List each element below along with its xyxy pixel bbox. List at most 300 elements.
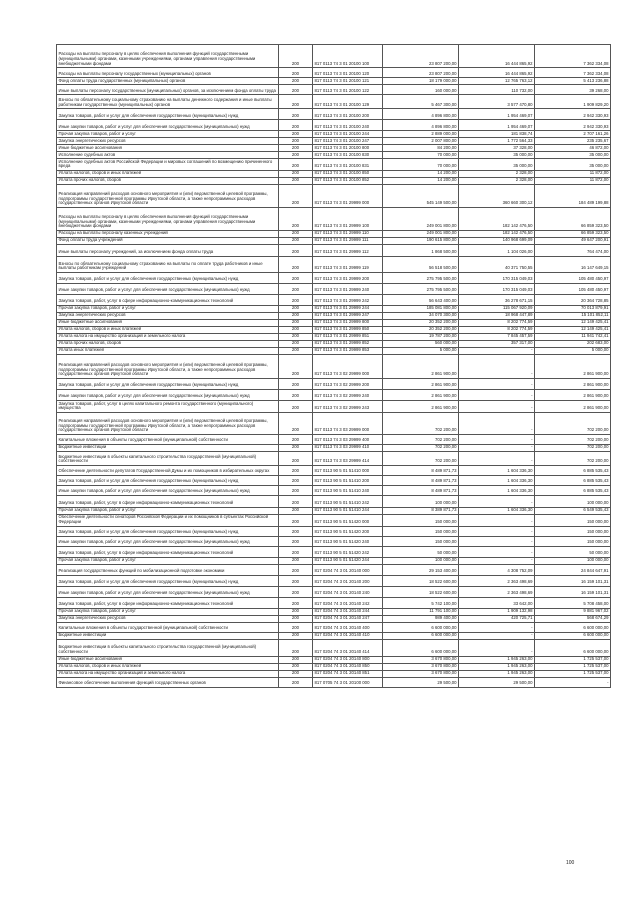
row-budget-code: 817 0113 74 3 02 29999 240: [313, 389, 383, 400]
row-code: 200: [279, 495, 313, 507]
row-executed: 37 328,00: [459, 145, 535, 152]
table-row: [57, 159, 611, 171]
row-code: 200: [279, 207, 313, 230]
row-budget-code: 817 0204 74 3 01 20140 247: [313, 615, 383, 622]
row-assigned: 19 787 200,00: [383, 333, 459, 340]
table-row: [57, 45, 611, 68]
row-remaining: 70 013 879,91: [535, 305, 611, 312]
table-row: [57, 400, 611, 412]
row-executed: 1 604 336,30: [459, 475, 535, 485]
row-code: 200: [279, 526, 313, 536]
row-code: 200: [279, 485, 313, 495]
table-row: [57, 244, 611, 256]
row-remaining: 66 859 323,50: [535, 207, 611, 230]
row-code: 200: [279, 536, 313, 546]
row-code: 200: [279, 465, 313, 475]
row-assigned: 275 795 500,00: [383, 272, 459, 283]
row-name: Бюджетные инвестиции: [57, 444, 279, 451]
row-assigned: 545 149 500,00: [383, 184, 459, 207]
row-assigned: 702 200,00: [383, 434, 459, 444]
row-assigned: 6 600 000,00: [383, 639, 459, 656]
row-assigned: 34 070 300,00: [383, 312, 459, 319]
row-executed: -: [459, 536, 535, 546]
row-remaining: 2 861 900,00: [535, 400, 611, 412]
row-executed: -: [459, 495, 535, 507]
row-executed: 7 845 457,59: [459, 333, 535, 340]
table-row: [57, 294, 611, 305]
row-budget-code: 817 0204 74 3 01 20140 800: [313, 656, 383, 663]
row-executed: 8 202 774,59: [459, 326, 535, 333]
row-executed: 33 642,00: [459, 597, 535, 608]
row-remaining: 150 000,00: [535, 536, 611, 546]
row-code: 200: [279, 109, 313, 120]
row-remaining: 702 200,00: [535, 451, 611, 465]
row-budget-code: 817 0113 90 5 01 51420 000: [313, 514, 383, 526]
row-name: Расходы на выплаты персоналу государственных (муниципальных) органов: [57, 68, 279, 78]
table-row: [57, 615, 611, 622]
row-executed: 40 371 750,55: [459, 256, 535, 272]
row-name: Капитальные вложения в объекты государственной (муниципальной) собственности: [57, 622, 279, 632]
row-code: 200: [279, 256, 313, 272]
row-code: 200: [279, 557, 313, 564]
table-row: [57, 340, 611, 347]
row-executed: 3 577 470,80: [459, 95, 535, 109]
row-assigned: 20 352 200,00: [383, 319, 459, 326]
table-row: [57, 632, 611, 639]
row-remaining: 150 000,00: [535, 514, 611, 526]
row-executed: -: [459, 412, 535, 434]
row-executed: 170 315 049,03: [459, 272, 535, 283]
table-row: [57, 272, 611, 283]
table-row: [57, 78, 611, 85]
row-name: Взносы по обязательному социальному страхованию на выплаты денежного содержания и иные выплаты работникам государственных (муниципальных) органов: [57, 95, 279, 109]
row-assigned: 185 081 800,00: [383, 305, 459, 312]
row-executed: -: [459, 451, 535, 465]
row-executed: 170 315 049,03: [459, 283, 535, 294]
row-remaining: 7 362 334,08: [535, 45, 611, 68]
row-code: 200: [279, 444, 313, 451]
row-assigned: 249 001 800,00: [383, 230, 459, 237]
row-remaining: 105 480 450,97: [535, 283, 611, 294]
row-assigned: 20 352 200,00: [383, 326, 459, 333]
row-name: Реализация направлений расходов основного мероприятия и (или) ведомственной целевой программы, подпрограммы государственной программы Иркутской области, а также непрограммных расходов государственных органов Иркутской области: [57, 184, 279, 207]
row-executed: 420 725,71: [459, 615, 535, 622]
row-code: 200: [279, 120, 313, 131]
row-name: Прочая закупка товаров, работ и услуг: [57, 131, 279, 138]
row-name: Уплата прочих налогов, сборов: [57, 340, 279, 347]
row-assigned: 6 600 000,00: [383, 622, 459, 632]
row-code: 200: [279, 608, 313, 615]
row-budget-code: 817 0113 74 3 01 29999 200: [313, 272, 383, 283]
row-budget-code: 817 0113 74 3 01 29999 240: [313, 283, 383, 294]
row-executed: 182 142 476,50: [459, 207, 535, 230]
row-assigned: 2 861 900,00: [383, 354, 459, 378]
row-code: 200: [279, 656, 313, 663]
row-assigned: 702 200,00: [383, 451, 459, 465]
row-remaining: 6 549 535,43: [535, 507, 611, 514]
row-assigned: 23 807 200,00: [383, 68, 459, 78]
row-assigned: 5 742 100,00: [383, 597, 459, 608]
table-row: [57, 85, 611, 95]
row-executed: 36 278 671,15: [459, 294, 535, 305]
row-code: 200: [279, 677, 313, 687]
row-assigned: 4 896 800,00: [383, 109, 459, 120]
table-row: [57, 677, 611, 687]
row-code: 200: [279, 95, 313, 109]
row-budget-code: 817 0204 74 3 01 20140 850: [313, 663, 383, 670]
table-row: [57, 526, 611, 536]
row-name: Реализация направлений расходов основного мероприятия и (или) ведомственной целевой программы, подпрограммы государственной программы Иркутской области, а также непрограммных расходов государственных органов Иркутской области: [57, 412, 279, 434]
table-row: [57, 465, 611, 475]
budget-execution-table: [56, 44, 611, 688]
row-name: Закупка товаров, работ и услуг для обеспечения государственных (муниципальных) нужд: [57, 526, 279, 536]
row-remaining: 1 725 537,00: [535, 656, 611, 663]
table-row: [57, 354, 611, 378]
row-remaining: 11 872,00: [535, 177, 611, 184]
row-executed: 1 604 336,30: [459, 465, 535, 475]
table-row: [57, 145, 611, 152]
row-remaining: 105 480 450,97: [535, 272, 611, 283]
row-code: 200: [279, 145, 313, 152]
row-name: Иные закупки товаров, работ и услуг для обеспечения государственных (муниципальных) нужд: [57, 586, 279, 597]
row-name: Иные закупки товаров, работ и услуг для обеспечения государственных (муниципальных) нужд: [57, 120, 279, 131]
row-name: Расходы на выплаты персоналу в целях обеспечения выполнения функций государственными (муниципальными) органами, казенными учреждениями, органами управления государственными внебюджетными фондами: [57, 45, 279, 68]
row-executed: -: [459, 526, 535, 536]
table-row: [57, 389, 611, 400]
row-code: 200: [279, 507, 313, 514]
table-row: [57, 378, 611, 389]
table-row: [57, 109, 611, 120]
row-name: Иные выплаты персоналу учреждений, за исключением фонда оплаты труда: [57, 244, 279, 256]
row-assigned: 1 868 500,00: [383, 244, 459, 256]
table-row: [57, 412, 611, 434]
table-row: [57, 670, 611, 677]
row-code: 200: [279, 663, 313, 670]
row-remaining: 46 872,00: [535, 145, 611, 152]
row-budget-code: 817 0113 74 3 01 29999 100: [313, 207, 383, 230]
table-row: [57, 485, 611, 495]
row-budget-code: 817 0113 74 3 01 29999 852: [313, 340, 383, 347]
row-remaining: 12 149 425,41: [535, 319, 611, 326]
row-executed: 181 838,74: [459, 131, 535, 138]
table-row: [57, 586, 611, 597]
row-assigned: 150 000,00: [383, 536, 459, 546]
row-budget-code: 817 0204 74 3 01 20140 240: [313, 586, 383, 597]
row-code: 200: [279, 615, 313, 622]
table-row: [57, 495, 611, 507]
row-remaining: 2 861 900,00: [535, 389, 611, 400]
row-executed: 35 000,00: [459, 159, 535, 171]
row-name: Обеспечение деятельности депутатов Государственной Думы и их помощников в избирательных округах: [57, 465, 279, 475]
table-row: [57, 326, 611, 333]
row-executed: -: [459, 444, 535, 451]
table-row: [57, 177, 611, 184]
row-budget-code: 817 0113 74 3 01 29999 111: [313, 237, 383, 244]
row-name: Закупка товаров, работ и услуг для обеспечения государственных (муниципальных) нужд: [57, 109, 279, 120]
row-remaining: 39 268,00: [535, 85, 611, 95]
table-row: [57, 207, 611, 230]
row-assigned: 190 615 800,00: [383, 237, 459, 244]
row-budget-code: 817 0113 74 3 02 29999 200: [313, 378, 383, 389]
row-code: 200: [279, 184, 313, 207]
row-budget-code: 817 0113 74 3 01 20100 244: [313, 131, 383, 138]
row-remaining: 2 942 330,93: [535, 109, 611, 120]
row-code: 200: [279, 347, 313, 354]
table-row: [57, 131, 611, 138]
row-executed: -: [459, 622, 535, 632]
row-executed: 115 067 920,09: [459, 305, 535, 312]
row-executed: -: [459, 347, 535, 354]
row-budget-code: 817 0204 74 3 01 20140 414: [313, 639, 383, 656]
row-name: Закупка энергетических ресурсов: [57, 615, 279, 622]
table-row: [57, 305, 611, 312]
row-name: Уплата иных платежей: [57, 347, 279, 354]
row-budget-code: 817 0113 90 5 01 51410 240: [313, 485, 383, 495]
row-code: 200: [279, 177, 313, 184]
table-row: [57, 575, 611, 586]
row-remaining: 9 881 967,02: [535, 608, 611, 615]
row-executed: -: [459, 514, 535, 526]
row-assigned: 100 000,00: [383, 557, 459, 564]
row-assigned: 8 489 871,73: [383, 475, 459, 485]
row-executed: -: [459, 639, 535, 656]
row-executed: 1 945 263,00: [459, 663, 535, 670]
row-assigned: 8 489 871,73: [383, 485, 459, 495]
row-assigned: 150 000,00: [383, 514, 459, 526]
row-name: Закупка товаров, работ и услуг для обеспечения государственных (муниципальных) нужд: [57, 575, 279, 586]
row-budget-code: 817 0204 74 3 01 20140 244: [313, 608, 383, 615]
row-remaining: 24 844 647,91: [535, 564, 611, 575]
row-code: 200: [279, 670, 313, 677]
row-remaining: 6 600 000,00: [535, 639, 611, 656]
row-executed: 1 604 336,30: [459, 507, 535, 514]
row-budget-code: 817 0113 74 3 02 29999 000: [313, 354, 383, 378]
row-name: Закупка товаров, работ и услуг для обеспечения государственных (муниципальных) нужд: [57, 378, 279, 389]
row-code: 200: [279, 389, 313, 400]
row-assigned: 2 861 900,00: [383, 389, 459, 400]
row-assigned: 14 200,00: [383, 170, 459, 177]
row-budget-code: 817 0113 90 5 01 51410 200: [313, 475, 383, 485]
table-row: [57, 564, 611, 575]
row-assigned: 70 000,00: [383, 152, 459, 159]
row-code: 200: [279, 244, 313, 256]
row-executed: 2 363 498,69: [459, 575, 535, 586]
row-code: 200: [279, 45, 313, 68]
row-name: Расходы на выплаты персоналу в целях обеспечения выполнения функций государственными (муниципальными) органами, казенными учреждениями, органами управления государственными внебюджетными фондами: [57, 207, 279, 230]
row-executed: 2 328,00: [459, 177, 535, 184]
row-remaining: 2 861 900,00: [535, 354, 611, 378]
row-remaining: 702 200,00: [535, 412, 611, 434]
row-executed: 1 945 263,00: [459, 656, 535, 663]
row-remaining: 235 235,67: [535, 138, 611, 145]
row-code: 200: [279, 78, 313, 85]
row-assigned: 29 153 400,00: [383, 564, 459, 575]
row-name: Иные закупки товаров, работ и услуг для обеспечения государственных (муниципальных) нужд: [57, 389, 279, 400]
row-code: 200: [279, 294, 313, 305]
row-name: Закупка товаров, работ, услуг в сфере информационно-коммуникационных технологий: [57, 546, 279, 557]
row-code: 200: [279, 514, 313, 526]
table-row: [57, 536, 611, 546]
row-remaining: 100 000,00: [535, 557, 611, 564]
row-remaining: 6 885 535,43: [535, 475, 611, 485]
row-code: 200: [279, 400, 313, 412]
row-executed: 2 328,00: [459, 170, 535, 177]
row-executed: 2 363 498,69: [459, 586, 535, 597]
row-code: 200: [279, 639, 313, 656]
row-remaining: 6 885 535,43: [535, 485, 611, 495]
row-name: Капитальные вложения в объекты государственной (муниципальной) собственности: [57, 434, 279, 444]
row-name: Закупка энергетических ресурсов: [57, 312, 279, 319]
row-assigned: 84 200,00: [383, 145, 459, 152]
row-executed: 1 104 026,00: [459, 244, 535, 256]
row-name: Реализация государственных функций по мобилизационной подготовке экономики: [57, 564, 279, 575]
row-assigned: 249 001 800,00: [383, 207, 459, 230]
row-assigned: 11 791 100,00: [383, 608, 459, 615]
row-budget-code: 817 0113 90 5 01 51410 242: [313, 495, 383, 507]
row-name: Исполнение судебных актов Российской Федерации и мировых соглашений по возмещению причиненного вреда: [57, 159, 279, 171]
row-remaining: 2 861 900,00: [535, 378, 611, 389]
row-budget-code: 817 0113 74 3 03 29999 400: [313, 434, 383, 444]
row-remaining: -: [535, 677, 611, 687]
row-budget-code: 817 0113 74 3 01 20100 247: [313, 138, 383, 145]
row-code: 200: [279, 564, 313, 575]
row-name: Иные бюджетные ассигнования: [57, 145, 279, 152]
row-name: Финансовое обеспечение выполнения функций государственных органов: [57, 677, 279, 687]
row-budget-code: 817 0113 74 3 01 20100 121: [313, 78, 383, 85]
row-assigned: 150 000,00: [383, 526, 459, 536]
row-code: 200: [279, 546, 313, 557]
row-budget-code: 817 0204 74 3 01 20140 242: [313, 597, 383, 608]
row-assigned: 2 889 000,00: [383, 131, 459, 138]
row-remaining: 1 725 537,00: [535, 663, 611, 670]
row-remaining: 35 000,00: [535, 152, 611, 159]
table-row: [57, 333, 611, 340]
row-assigned: 702 200,00: [383, 412, 459, 434]
row-name: Закупка товаров, работ, услуг в сфере информационно-коммуникационных технологий: [57, 294, 279, 305]
row-budget-code: 817 0113 74 3 01 29999 853: [313, 347, 383, 354]
row-name: Бюджетные инвестиции в объекты капитального строительства государственной (муниципальной) собственности: [57, 639, 279, 656]
row-remaining: 49 647 200,91: [535, 237, 611, 244]
row-remaining: 202 683,00: [535, 340, 611, 347]
row-remaining: 150 000,00: [535, 526, 611, 536]
row-remaining: 2 707 161,26: [535, 131, 611, 138]
row-executed: 4 308 752,09: [459, 564, 535, 575]
row-executed: 1 604 336,30: [459, 485, 535, 495]
row-assigned: 2 861 900,00: [383, 378, 459, 389]
row-code: 200: [279, 272, 313, 283]
table-row: [57, 656, 611, 663]
row-remaining: 11 872,00: [535, 170, 611, 177]
row-remaining: 2 942 330,93: [535, 120, 611, 131]
row-code: 200: [279, 475, 313, 485]
table-row: [57, 237, 611, 244]
row-assigned: 275 795 500,00: [383, 283, 459, 294]
row-remaining: 702 200,00: [535, 444, 611, 451]
row-budget-code: 817 0113 74 3 01 20100 852: [313, 177, 383, 184]
row-executed: 35 000,00: [459, 152, 535, 159]
row-remaining: 702 200,00: [535, 434, 611, 444]
row-executed: -: [459, 354, 535, 378]
row-code: 200: [279, 412, 313, 434]
row-budget-code: 817 0113 74 3 01 29999 244: [313, 305, 383, 312]
table-row: [57, 319, 611, 326]
row-executed: 1 945 263,00: [459, 670, 535, 677]
row-executed: 29 500,00: [459, 677, 535, 687]
table-row: [57, 170, 611, 177]
row-assigned: 702 200,00: [383, 444, 459, 451]
row-assigned: 8 389 871,73: [383, 507, 459, 514]
row-assigned: 3 670 800,00: [383, 670, 459, 677]
row-budget-code: 817 0113 90 5 01 51420 200: [313, 526, 383, 536]
row-name: Расходы на выплаты персоналу казенных учреждений: [57, 230, 279, 237]
row-name: Уплата налога на имущество организаций и земельного налога: [57, 670, 279, 677]
row-code: 200: [279, 230, 313, 237]
row-name: Бюджетные инвестиции: [57, 632, 279, 639]
row-code: 200: [279, 434, 313, 444]
row-budget-code: 817 0705 74 3 01 20100 000: [313, 677, 383, 687]
row-assigned: 3 670 800,00: [383, 663, 459, 670]
row-name: Иные закупки товаров, работ и услуг для обеспечения государственных (муниципальных) нужд: [57, 283, 279, 294]
row-budget-code: 817 0113 74 3 01 20100 800: [313, 145, 383, 152]
row-executed: 1 909 132,98: [459, 608, 535, 615]
row-name: Прочая закупка товаров, работ и услуг: [57, 557, 279, 564]
row-name: Иные закупки товаров, работ и услуг для обеспечения государственных (муниципальных) нужд: [57, 485, 279, 495]
row-budget-code: 817 0113 90 5 01 51420 240: [313, 536, 383, 546]
row-remaining: 12 149 425,41: [535, 326, 611, 333]
row-budget-code: 817 0113 90 5 01 51420 244: [313, 557, 383, 564]
row-remaining: 6 600 000,00: [535, 622, 611, 632]
row-executed: 182 142 476,50: [459, 230, 535, 237]
table-row: [57, 230, 611, 237]
row-assigned: 5 000,00: [383, 347, 459, 354]
row-assigned: 50 000,00: [383, 546, 459, 557]
row-budget-code: 817 0113 74 3 01 29999 110: [313, 230, 383, 237]
row-assigned: 989 400,00: [383, 615, 459, 622]
row-executed: -: [459, 557, 535, 564]
row-remaining: 35 000,00: [535, 159, 611, 171]
row-budget-code: 817 0113 90 5 01 51410 244: [313, 507, 383, 514]
row-code: 200: [279, 138, 313, 145]
row-budget-code: 817 0113 74 3 01 20100 129: [313, 95, 383, 109]
row-assigned: 56 518 500,00: [383, 256, 459, 272]
row-assigned: 100 000,00: [383, 495, 459, 507]
row-remaining: 764 474,00: [535, 244, 611, 256]
table-row: [57, 283, 611, 294]
row-executed: 357 317,00: [459, 340, 535, 347]
row-name: Прочая закупка товаров, работ и услуг: [57, 608, 279, 615]
row-remaining: 6 885 535,43: [535, 465, 611, 475]
row-remaining: 1 725 537,00: [535, 670, 611, 677]
row-name: Фонд оплаты труда учреждений: [57, 237, 279, 244]
row-code: 200: [279, 305, 313, 312]
row-budget-code: 817 0113 74 3 01 20100 122: [313, 85, 383, 95]
row-executed: 8 202 774,59: [459, 319, 535, 326]
row-assigned: 18 522 600,00: [383, 575, 459, 586]
row-name: Закупка товаров, работ и услуг для обеспечения государственных (муниципальных) нужд: [57, 475, 279, 485]
table-row: [57, 546, 611, 557]
row-name: Уплата налогов, сборов и иных платежей: [57, 170, 279, 177]
row-code: 200: [279, 326, 313, 333]
row-remaining: 1 909 829,20: [535, 95, 611, 109]
row-executed: 110 732,00: [459, 85, 535, 95]
row-remaining: 184 489 199,88: [535, 184, 611, 207]
row-assigned: 14 200,00: [383, 177, 459, 184]
row-executed: -: [459, 632, 535, 639]
row-name: Иные выплаты персоналу государственных (муниципальных) органов, за исключением фонда оплаты труда: [57, 85, 279, 95]
row-code: 200: [279, 354, 313, 378]
row-remaining: 7 362 334,08: [535, 68, 611, 78]
row-code: 200: [279, 312, 313, 319]
